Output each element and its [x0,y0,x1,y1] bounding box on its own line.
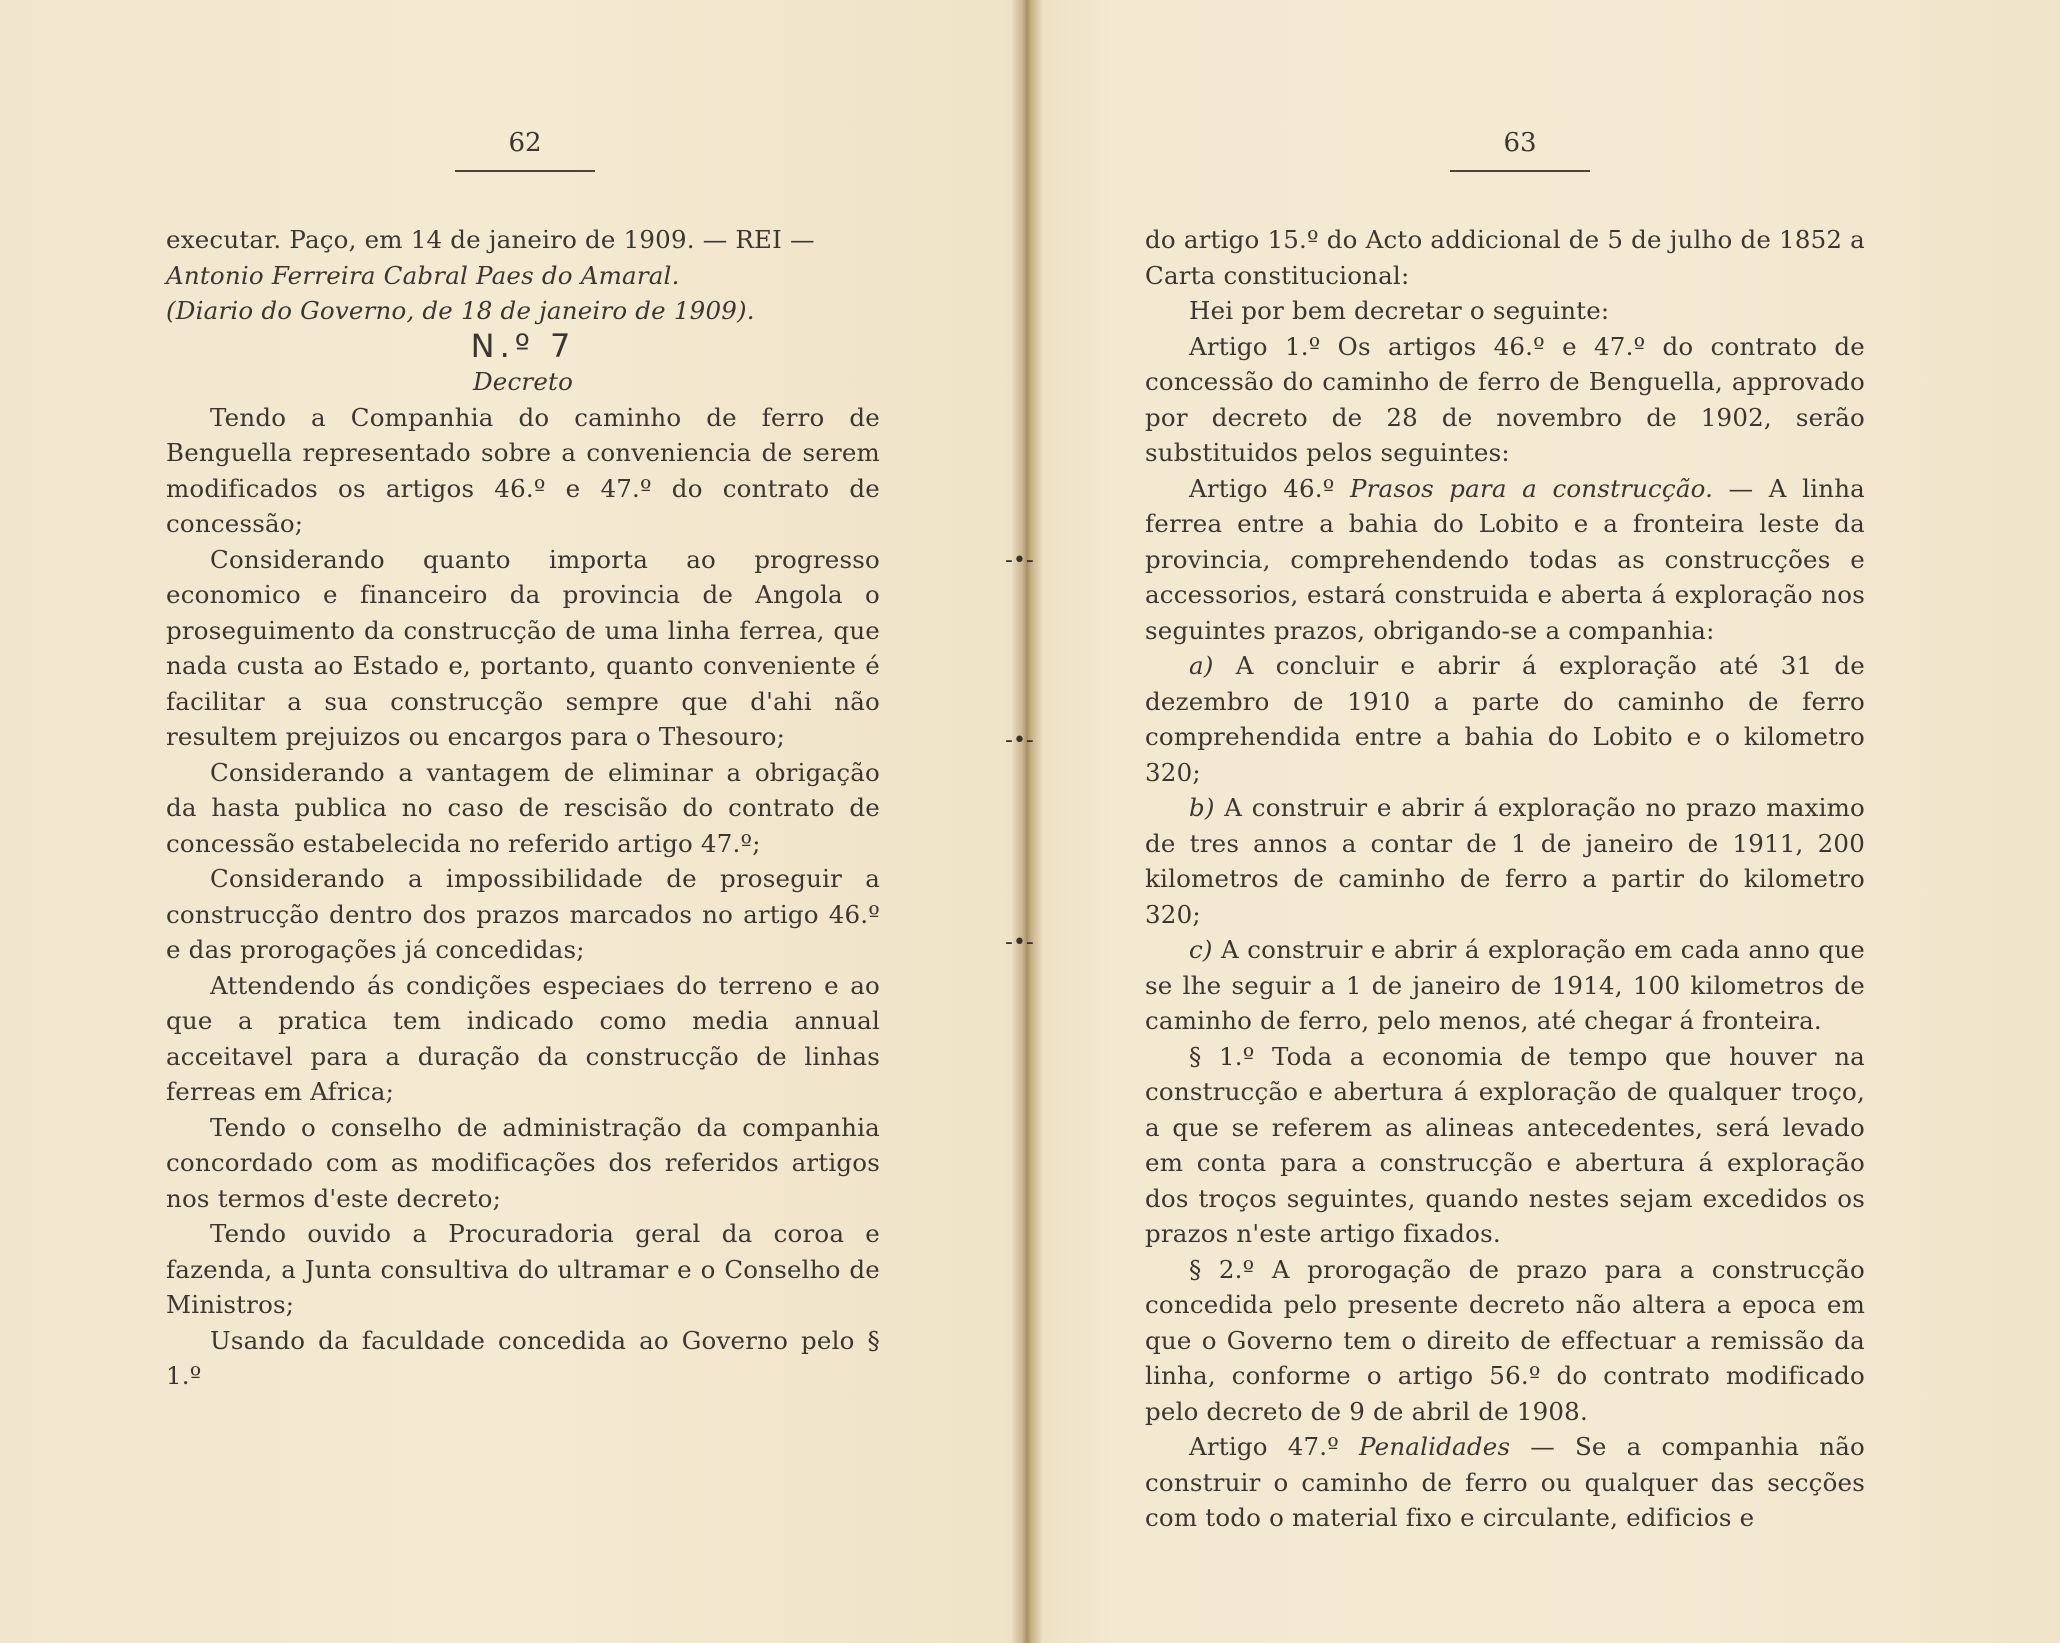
binding-mark: -•- [1005,728,1034,753]
article-1: Artigo 1.º Os artigos 46.º e 47.º do contrato de concessão do caminho de ferro de Benguella, approvado por decreto de 28 de novembro de 1902, serão substituidos pelos seguintes: [1145,331,1865,467]
binding-mark: -•- [1005,930,1034,955]
decree-subheading: Decreto [472,367,574,396]
left-page-text [166,222,880,1394]
section-2: § 2.º A prorogação de prazo para a construcção concedida pelo presente decreto não altera a epoca em que o Governo tem o direito de effectuar a remissão da linha, conforme o artigo 56.º do contrato modificado pelo decreto de 9 de abril de 1908. [1145,1254,1865,1426]
preamble-paragraph: Considerando quanto importa ao progresso economico e financeiro da provincia de Angola o proseguimento da construcção de uma linha ferrea, que nada custa ao Estado e, portanto, quanto conveniente é facilitar a sua construcção sempre que d'ahi não resultem prejuizos ou encargos para o Thesouro; [166,544,880,751]
page-number-right: 63 [1450,128,1590,172]
decree-formula: Hei por bem decretar o seguinte: [1189,296,1610,325]
opening-line: executar. Paço, em 14 de janeiro de 1909. — REI — [166,225,815,254]
article-46-title: Prasos para a construcção. [1349,473,1714,503]
article-47: Artigo 47.º Penalidades — Se a companhia não construir o caminho de ferro ou qualquer das secções com todo o material fixo e circulante, edificios e [1145,1432,1865,1532]
preamble-paragraph: Considerando a impossibilidade de proseguir a construcção dentro dos prazos marcados no artigo 46.º e das prorogações já concedidas; [166,864,880,964]
preamble-paragraph: Usando da faculdade concedida ao Governo pelo § 1.º [166,1325,880,1390]
source-citation: (Diario do Governo, de 18 de janeiro de 1909). [166,296,755,325]
item-b: b) A construir e abrir á exploração no prazo maximo de tres annos a contar de 1 de janeiro de 1911, 200 kilometros de caminho de ferro a partir do kilometro 320; [1145,793,1865,929]
signature-line: Antonio Ferreira Cabral Paes do Amaral. [166,260,680,290]
preamble-paragraph: Tendo o conselho de administração da companhia concordado com as modificações dos referidos artigos nos termos d'este decreto; [166,1112,880,1213]
article-46: Artigo 46.º Prasos para a construcção. — A linha ferrea entre a bahia do Lobito e a fronteira leste da provincia, comprehendendo todas as construcções e accessorios, estará construida e aberta á exploração nos seguintes prazos, obrigando-se a companhia: [1145,473,1865,645]
preamble-paragraph: Considerando a vantagem de eliminar a obrigação da hasta publica no caso de rescisão do contrato de concessão estabelecida no referido artigo 47.º; [166,757,880,858]
preamble-paragraph: Attendendo ás condições especiaes do terreno e ao que a pratica tem indicado como media annual acceitavel para a duração da construcção de linhas ferreas em Africa; [166,970,880,1106]
right-page-text [1145,222,1865,1536]
binding-mark: -•- [1005,548,1034,573]
preamble-paragraph: Tendo a Companhia do caminho de ferro de Benguella representado sobre a conveniencia de serem modificados os artigos 46.º e 47.º do contrato de concessão; [166,402,880,538]
article-47-title: Penalidades [1359,1432,1511,1461]
page-number-left: 62 [455,128,595,172]
book-gutter [1012,0,1042,1643]
preamble-paragraph: Tendo ouvido a Procuradoria geral da coroa e fazenda, a Junta consultiva do ultramar e o Conselho de Ministros; [166,1219,880,1319]
decree-number-heading: N.º 7 [470,326,576,365]
continuation-paragraph: do artigo 15.º do Acto addicional de 5 de julho de 1852 a Carta constitucional: [1145,225,1865,290]
section-1: § 1.º Toda a economia de tempo que houver na construcção e abertura á exploração de qualquer troço, a que se referem as alineas antecedentes, será levado em conta para a construcção e abertura á exploração dos troços seguintes, quando nestes sejam excedidos os prazos n'este artigo fixados. [1145,1041,1865,1248]
item-a: a) A concluir e abrir á exploração até 31 de dezembro de 1910 a parte do caminho de ferro comprehendida entre a bahia do Lobito e o kilometro 320; [1145,651,1865,787]
item-c: c) A construir e abrir á exploração em cada anno que se lhe seguir a 1 de janeiro de 1914, 100 kilometros de caminho de ferro, pelo menos, até chegar á fronteira. [1145,935,1865,1035]
